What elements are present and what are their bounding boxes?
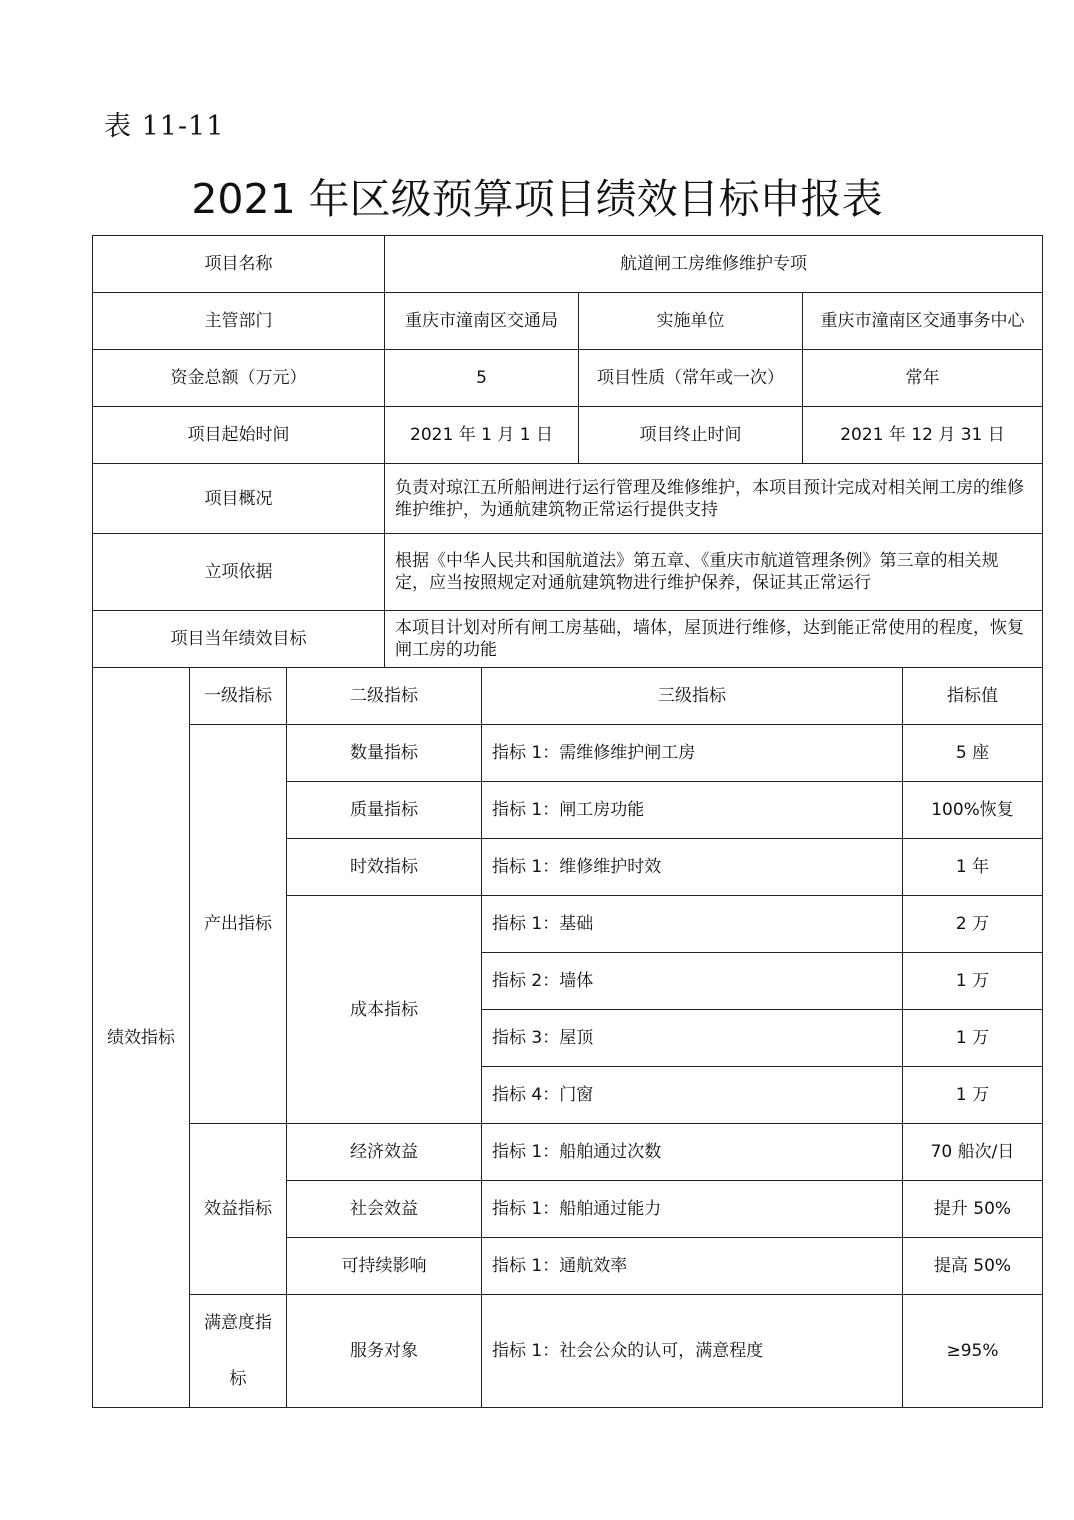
service-value: ≥95% xyxy=(903,1295,1043,1408)
timeliness-label: 时效指标 xyxy=(287,839,482,896)
nature-label: 项目性质（常年或一次） xyxy=(579,350,803,407)
sustainable-value: 提高 50% xyxy=(903,1238,1043,1295)
overview-label: 项目概况 xyxy=(93,464,385,534)
project-name-label: 项目名称 xyxy=(93,236,385,293)
cost-item-3: 指标 3：屋顶 xyxy=(482,1010,903,1067)
page-title: 2021 年区级预算项目绩效目标申报表 xyxy=(191,175,883,223)
col-value-header: 指标值 xyxy=(903,668,1043,725)
timeliness-value: 1 年 xyxy=(903,839,1043,896)
table-row xyxy=(93,1124,1043,1181)
sustainable-item: 指标 1：通航效率 xyxy=(482,1238,903,1295)
start-label: 项目起始时间 xyxy=(93,407,385,464)
economic-label: 经济效益 xyxy=(287,1124,482,1181)
cost-label: 成本指标 xyxy=(287,896,482,1124)
col-level2-header: 二级指标 xyxy=(287,668,482,725)
cost-value-1: 2 万 xyxy=(903,896,1043,953)
goal-value: 本项目计划对所有闸工房基础，墙体，屋顶进行维修，达到能正常使用的程度，恢复闸工房的功能 xyxy=(385,611,1043,668)
fund-label: 资金总额（万元） xyxy=(93,350,385,407)
quality-value: 100%恢复 xyxy=(903,782,1043,839)
end-label: 项目终止时间 xyxy=(579,407,803,464)
start-value: 2021 年 1 月 1 日 xyxy=(385,407,579,464)
performance-target-table xyxy=(92,235,1043,1408)
service-item: 指标 1：社会公众的认可，满意程度 xyxy=(482,1295,903,1408)
col-level3-header: 三级指标 xyxy=(482,668,903,725)
col-level1-header: 一级指标 xyxy=(190,668,287,725)
row-project-name xyxy=(93,236,1043,293)
quantity-label: 数量指标 xyxy=(287,725,482,782)
table-number: 表 11-11 xyxy=(104,111,225,142)
row-overview xyxy=(93,464,1043,534)
project-name-value: 航道闸工房维修维护专项 xyxy=(385,236,1043,293)
basis-value: 根据《中华人民共和国航道法》第五章、《重庆市航道管理条例》第三章的相关规定，应当按照规定对通航建筑物进行维护保养，保证其正常运行 xyxy=(385,534,1043,611)
row-dates xyxy=(93,407,1043,464)
sustainable-label: 可持续影响 xyxy=(287,1238,482,1295)
cost-value-4: 1 万 xyxy=(903,1067,1043,1124)
fund-value: 5 xyxy=(385,350,579,407)
row-goal xyxy=(93,611,1043,668)
dept-value: 重庆市潼南区交通局 xyxy=(385,293,579,350)
nature-value: 常年 xyxy=(803,350,1043,407)
basis-label: 立项依据 xyxy=(93,534,385,611)
quality-item: 指标 1：闸工房功能 xyxy=(482,782,903,839)
perf-header-row xyxy=(93,668,1043,725)
impl-label: 实施单位 xyxy=(579,293,803,350)
dept-label: 主管部门 xyxy=(93,293,385,350)
cost-item-1: 指标 1：基础 xyxy=(482,896,903,953)
output-indicator-label: 产出指标 xyxy=(190,725,287,1124)
table-row xyxy=(93,1295,1043,1408)
social-label: 社会效益 xyxy=(287,1181,482,1238)
overview-value: 负责对琼江五所船闸进行运行管理及维修维护，本项目预计完成对相关闸工房的维修维护维护，为通航建筑物正常运行提供支持 xyxy=(385,464,1043,534)
social-item: 指标 1：船舶通过能力 xyxy=(482,1181,903,1238)
satisfaction-indicator-label: 满意度指标 xyxy=(190,1295,287,1408)
row-fund xyxy=(93,350,1043,407)
row-basis xyxy=(93,534,1043,611)
cost-item-2: 指标 2：墙体 xyxy=(482,953,903,1010)
table-row xyxy=(93,725,1043,782)
cost-value-3: 1 万 xyxy=(903,1010,1043,1067)
quantity-item: 指标 1：需维修维护闸工房 xyxy=(482,725,903,782)
benefit-indicator-label: 效益指标 xyxy=(190,1124,287,1295)
impl-value: 重庆市潼南区交通事务中心 xyxy=(803,293,1043,350)
end-value: 2021 年 12 月 31 日 xyxy=(803,407,1043,464)
quality-label: 质量指标 xyxy=(287,782,482,839)
timeliness-item: 指标 1：维修维护时效 xyxy=(482,839,903,896)
quantity-value: 5 座 xyxy=(903,725,1043,782)
goal-label: 项目当年绩效目标 xyxy=(93,611,385,668)
row-department xyxy=(93,293,1043,350)
economic-value: 70 船次/日 xyxy=(903,1124,1043,1181)
economic-item: 指标 1：船舶通过次数 xyxy=(482,1124,903,1181)
service-label: 服务对象 xyxy=(287,1295,482,1408)
cost-value-2: 1 万 xyxy=(903,953,1043,1010)
cost-item-4: 指标 4：门窗 xyxy=(482,1067,903,1124)
perf-section-label: 绩效指标 xyxy=(93,668,190,1408)
social-value: 提升 50% xyxy=(903,1181,1043,1238)
